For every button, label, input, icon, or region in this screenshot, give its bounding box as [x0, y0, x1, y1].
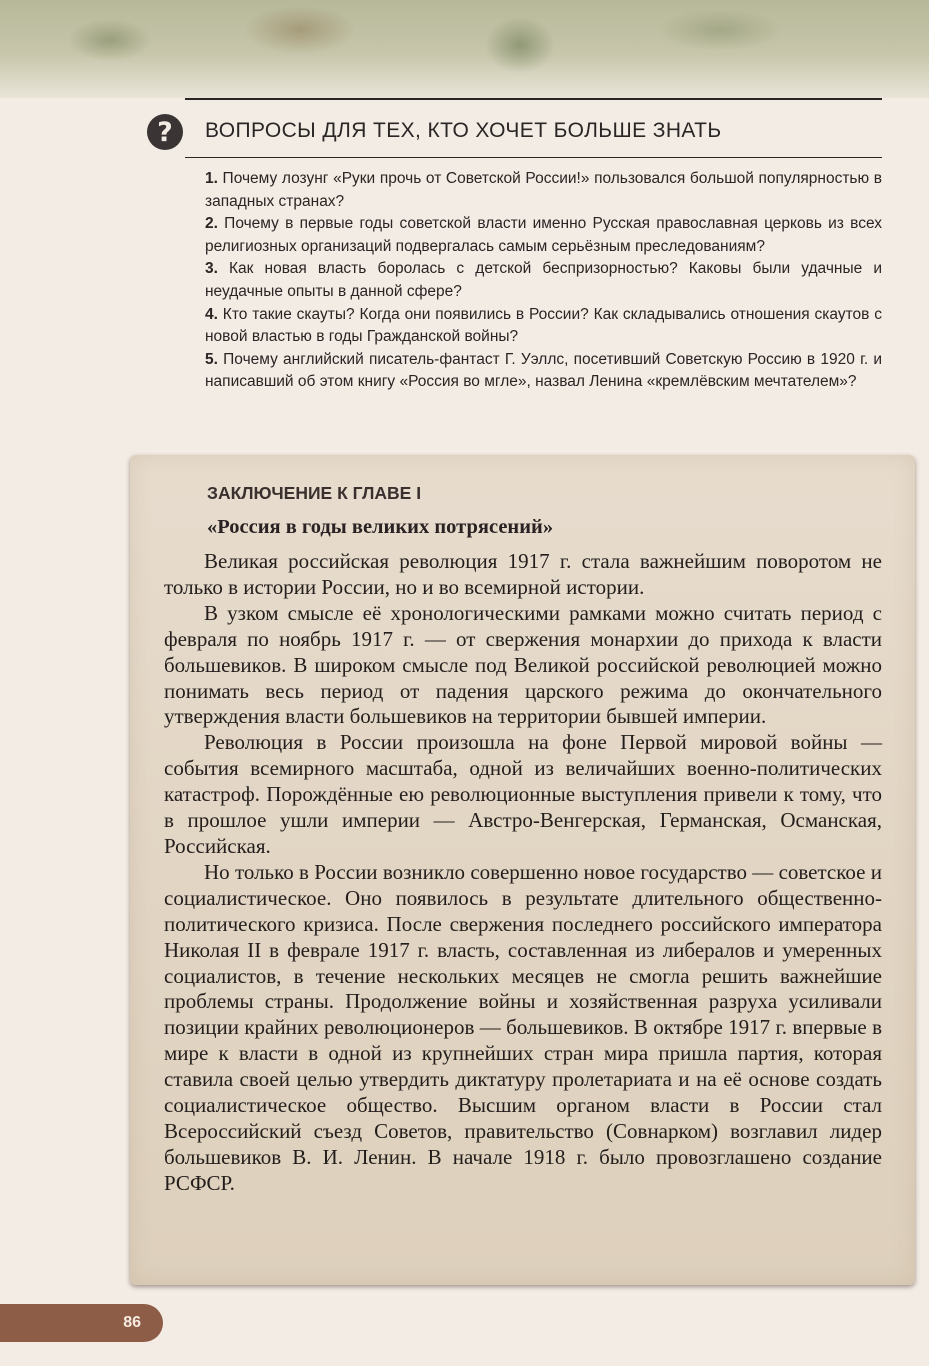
- conclusion-subtitle: «Россия в годы великих потрясений»: [207, 516, 554, 538]
- conclusion-paragraph: В узком смысле её хронологическими рамками можно считать период с февраля по ноябрь 1917 г. — от свержения монархии до прихода к власти большевиков. В широком смысле под Великой российской революцией можно понимать весь период от падения царского режима до окончательного утверждения власти большевиков на территории бывшей империи.: [164, 600, 882, 729]
- question-number: 4.: [205, 305, 218, 323]
- question-text: Почему английский писатель-фантаст Г. Уэллс, посетивший Советскую Россию в 1920 г. и написавший об этом книгу «Россия во мгле», назвал Ленина «кремлёвским мечтателем»?: [205, 350, 882, 391]
- question-number: 5.: [205, 350, 218, 368]
- question-number: 2.: [205, 215, 218, 233]
- question-text: Кто такие скауты? Когда они появились в России? Как складывались отношения скаутов с новой властью в годы Гражданской войны?: [205, 305, 882, 346]
- question-item: [205, 258, 882, 303]
- conclusion-paragraph: Революция в России произошла на фоне Первой мировой войны — события всемирного масштаба, одной из величайших военно-политических катастроф. Порождённые ею революционные выступления привели к тому, что в прошлое ушли империи — Австро-Венгерская, Германская, Османская, Российская.: [164, 730, 882, 858]
- question-number: 1.: [205, 170, 218, 187]
- question-text: Как новая власть боролась с детской беспризорностью? Каковы были удачные и неудачные опыты в данной сфере?: [205, 260, 882, 300]
- section-divider: [185, 157, 882, 158]
- conclusion-text: [164, 549, 882, 1197]
- questions-list: [205, 168, 882, 394]
- question-mark-icon: ?: [147, 114, 183, 150]
- header-illustration-banner: [0, 0, 929, 98]
- conclusion-heading: ЗАКЛЮЧЕНИЕ К ГЛАВЕ I: [207, 483, 422, 503]
- question-number: 3.: [205, 260, 218, 278]
- section-title: ВОПРОСЫ ДЛЯ ТЕХ, КТО ХОЧЕТ БОЛЬШЕ ЗНАТЬ: [205, 119, 722, 142]
- question-item: [205, 304, 882, 349]
- conclusion-paragraph: Но только в России возникло совершенно новое государство — советское и социалистическое. Оно появилось в результате длительного общественно-политического кризиса. После свержения последнего российского императора Николая II в феврале 1917 г. власть, составленная из либералов и умеренных социалистов, в течение нескольких месяцев не смогла решить важнейшие проблемы страны. Продолжение войны и хозяйственная разруха усиливали позиции крайних революционеров — большевиков. В октябре 1917 г. впервые в мире к власти в одной из крупнейших стран мира пришла партия, которая ставила своей целью утвердить диктатуру пролетариата и на её основе создать социалистическое общество. Высшим органом власти в России стал Всероссийский съезд Советов, правительство (Совнарком) возглавил лидер большевиков В. И. Ленин. В начале 1918 г. было провозглашено создание РСФСР.: [164, 859, 882, 1195]
- question-item: [205, 349, 882, 394]
- question-text: Почему лозунг «Руки прочь от Советской России!» пользовался большой популярностью в западных странах?: [205, 170, 882, 210]
- page-number: 86: [0, 1304, 163, 1342]
- question-text: Почему в первые годы советской власти именно Русская православная церковь из всех религиозных организаций подвергалась самым серьёзным преследованиям?: [205, 215, 882, 255]
- conclusion-paragraph: Великая российская революция 1917 г. стала важнейшим поворотом не только в истории России, но и во всемирной истории.: [164, 549, 882, 599]
- question-item: [205, 168, 882, 213]
- header-divider: [185, 98, 882, 100]
- question-item: [205, 213, 882, 258]
